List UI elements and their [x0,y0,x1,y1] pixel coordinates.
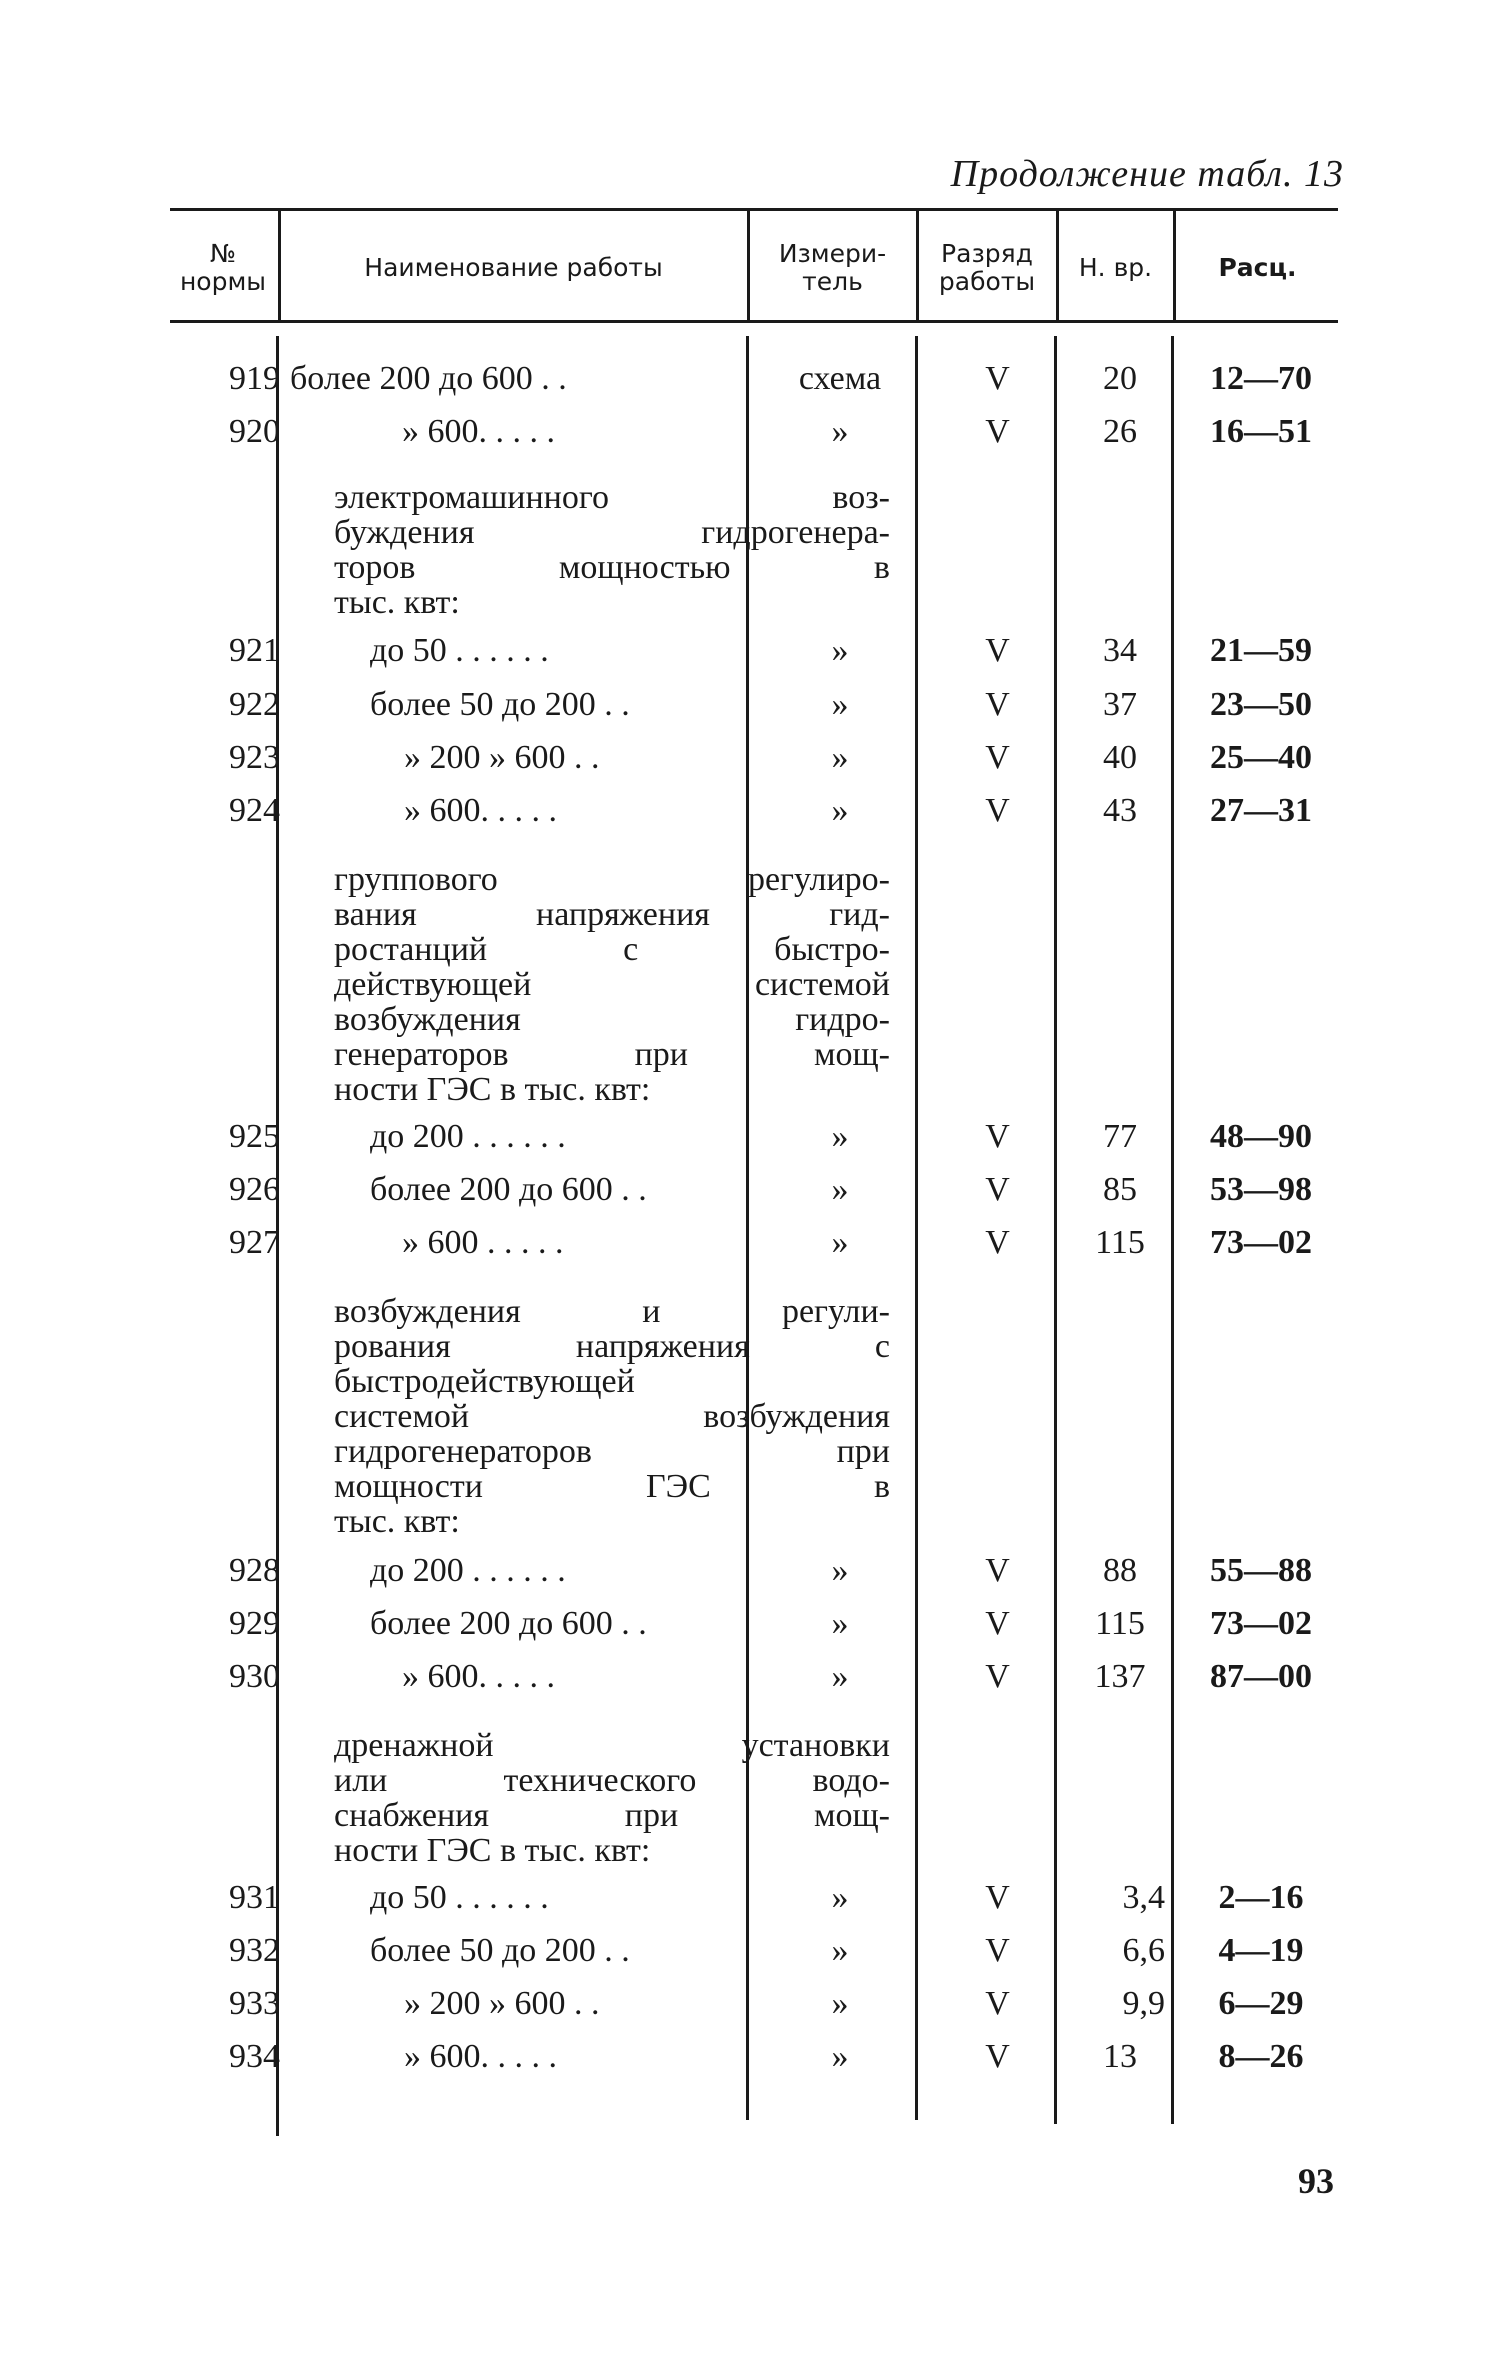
work-name: до 200 . . . . . . [370,1552,566,1589]
norm-time: 9,9 [1122,1985,1165,2022]
norm-number: 927 [229,1224,280,1261]
table-caption: Продолжение табл. 13 [950,153,1344,195]
group-line: торов мощностью в [334,549,890,586]
group-line: генераторов при мощ- [334,1036,890,1073]
work-grade: V [985,1658,1010,1695]
rate-value: 4—19 [1218,1932,1304,1969]
col-divider-1 [278,210,281,320]
work-grade: V [985,792,1010,829]
rate-value: 23—50 [1210,686,1312,723]
norm-number: 930 [229,1658,280,1695]
work-grade: V [985,1118,1010,1155]
work-name: » 600. . . . . [404,2038,557,2075]
page-number: 93 [1298,2161,1334,2201]
group-line: гидрогенераторов при [334,1433,890,1470]
work-name: » 600 . . . . . [402,1224,564,1261]
work-grade: V [985,1932,1010,1969]
group-line: ности ГЭС в тыс. квт: [334,1832,651,1869]
col-divider-5 [1173,210,1176,320]
table-row [170,1979,1338,2029]
group-line: возбуждения и регули- [334,1293,890,1330]
norm-number: 925 [229,1118,280,1155]
work-grade: V [985,1605,1010,1642]
measure-unit: » [831,2038,849,2075]
work-grade: V [985,1985,1010,2022]
work-name: » 600. . . . . [402,413,555,450]
work-name: более 50 до 200 . . [370,1932,630,1969]
work-grade: V [985,1552,1010,1589]
group-line: или технического водо- [334,1762,890,1799]
work-group-heading [334,480,890,620]
header-name: Наименование работы [364,253,663,282]
work-grade: V [985,686,1010,723]
work-name: более 200 до 600 . . [290,360,567,397]
header-time: Н. вр. [1078,253,1153,282]
header-bottom-rule [170,320,1338,323]
work-grade: V [985,739,1010,776]
norm-time: 26 [1103,413,1137,450]
header-rate: Расц. [1218,253,1297,282]
rate-value: 16—51 [1210,413,1312,450]
rate-value: 48—90 [1210,1118,1312,1155]
group-line: системой возбуждения [334,1398,890,1435]
group-line: тыс. квт: [334,1503,460,1540]
norm-number: 919 [229,360,280,397]
col-divider-4 [1056,210,1059,320]
norm-time: 6,6 [1122,1932,1165,1969]
measure-unit: » [831,1879,849,1916]
work-name: до 200 . . . . . . [370,1118,566,1155]
header-num: № нормы [179,239,267,296]
work-grade: V [985,413,1010,450]
rate-value: 27—31 [1210,792,1312,829]
work-name: более 200 до 600 . . [370,1171,647,1208]
measure-unit: » [831,1658,849,1695]
rate-value: 25—40 [1210,739,1312,776]
group-line: вания напряжения гид- [334,896,890,933]
norm-number: 926 [229,1171,280,1208]
rate-value: 8—26 [1218,2038,1304,2075]
group-line: мощности ГЭС в [334,1468,890,1505]
header-grade: Разряд работы [938,239,1036,296]
header-meas: Измери- тель [778,239,887,296]
work-grade: V [985,2038,1010,2075]
table-row [170,733,1338,783]
measure-unit: » [831,739,849,776]
norm-time: 40 [1103,739,1137,776]
table-row [170,626,1338,676]
rate-value: 53—98 [1210,1171,1312,1208]
table-row [170,1112,1338,1162]
group-line: ростанций с быстро- [334,931,890,968]
work-name: до 50 . . . . . . [370,632,549,669]
measure-unit: схема [798,360,882,397]
work-name: » 600. . . . . [404,792,557,829]
norm-number: 934 [229,2038,280,2075]
norm-number: 933 [229,1985,280,2022]
work-name: более 50 до 200 . . [370,686,630,723]
norm-time: 115 [1095,1224,1145,1261]
norm-time: 115 [1095,1605,1145,1642]
group-line: снабжения при мощ- [334,1797,890,1834]
norm-time: 88 [1103,1552,1137,1589]
norm-time: 37 [1103,686,1137,723]
table-row [170,1218,1338,1268]
norms-table [170,208,1338,2138]
work-name: » 600. . . . . [402,1658,555,1695]
norm-time: 13 [1103,2038,1137,2075]
work-name: » 200 » 600 . . [404,1985,600,2022]
norm-time: 34 [1103,632,1137,669]
norm-time: 20 [1103,360,1137,397]
measure-unit: » [831,1118,849,1155]
group-line: дренажной установки [334,1727,890,1764]
work-group-heading [334,1294,890,1539]
norm-number: 923 [229,739,280,776]
table-row [170,2032,1338,2082]
rate-value: 12—70 [1210,360,1312,397]
norm-number: 921 [229,632,280,669]
group-line: ности ГЭС в тыс. квт: [334,1071,651,1108]
table-row [170,1599,1338,1649]
work-name: до 50 . . . . . . [370,1879,549,1916]
norm-number: 928 [229,1552,280,1589]
work-group-heading [334,862,890,1107]
table-row [170,1652,1338,1702]
measure-unit: » [831,1932,849,1969]
measure-unit: » [831,1171,849,1208]
norm-number: 922 [229,686,280,723]
table-row [170,786,1338,836]
work-name: » 200 » 600 . . [404,739,600,776]
measure-unit: » [831,1552,849,1589]
work-name: более 200 до 600 . . [370,1605,647,1642]
measure-unit: » [831,686,849,723]
group-line: возбуждения гидро- [334,1001,890,1038]
group-line: электромашинного воз- [334,479,890,516]
group-line: действующей системой [334,966,890,1003]
group-line: группового регулиро- [334,861,890,898]
table-row [170,680,1338,730]
table-row [170,1546,1338,1596]
norm-time: 85 [1103,1171,1137,1208]
rate-value: 73—02 [1210,1224,1312,1261]
rate-value: 73—02 [1210,1605,1312,1642]
work-grade: V [985,360,1010,397]
norm-number: 931 [229,1879,280,1916]
group-line: быстродействующей [334,1363,635,1400]
norm-time: 3,4 [1122,1879,1165,1916]
rate-value: 55—88 [1210,1552,1312,1589]
norm-number: 924 [229,792,280,829]
work-grade: V [985,632,1010,669]
measure-unit: » [831,413,849,450]
col-divider-2 [747,210,750,320]
measure-unit: » [831,1985,849,2022]
norm-time: 137 [1094,1658,1146,1695]
table-row [170,1873,1338,1923]
measure-unit: » [831,792,849,829]
rate-value: 87—00 [1210,1658,1312,1695]
col-divider-3 [916,210,919,320]
norm-number: 920 [229,413,280,450]
norm-time: 43 [1103,792,1137,829]
measure-unit: » [831,1605,849,1642]
group-line: рования напряжения с [334,1328,890,1365]
table-top-rule [170,208,1338,211]
table-row [170,1165,1338,1215]
work-grade: V [985,1224,1010,1261]
rate-value: 6—29 [1218,1985,1304,2022]
measure-unit: » [831,1224,849,1261]
group-line: буждения гидрогенера- [334,514,890,551]
work-grade: V [985,1171,1010,1208]
work-group-heading [334,1728,890,1868]
norm-time: 77 [1103,1118,1137,1155]
work-grade: V [985,1879,1010,1916]
group-line: тыс. квт: [334,584,460,621]
table-row [170,407,1338,457]
rate-value: 21—59 [1210,632,1312,669]
norm-number: 932 [229,1932,280,1969]
norm-number: 929 [229,1605,280,1642]
rate-value: 2—16 [1218,1879,1304,1916]
table-row [170,1926,1338,1976]
table-row [170,354,1338,404]
measure-unit: » [831,632,849,669]
